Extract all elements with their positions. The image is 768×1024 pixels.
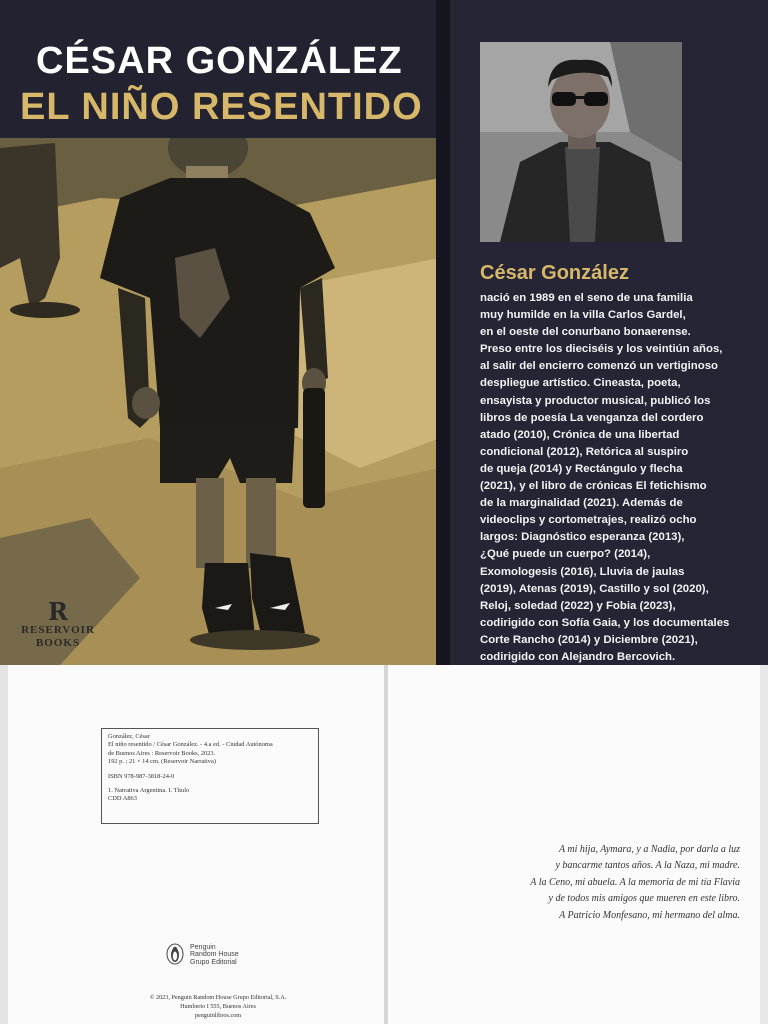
bio-line: al salir del encierro comenzó un vertiginoso bbox=[480, 360, 719, 373]
bio-line: videoclips y cortometrajes, realizó ocho bbox=[480, 514, 697, 527]
page-edge-left bbox=[0, 665, 8, 1024]
catalog-line: CDD A863 bbox=[108, 795, 137, 803]
bio-line: ensayista y productor musical, publicó los bbox=[480, 394, 711, 407]
catalog-isbn: ISBN 978-987-3818-24-0 bbox=[108, 772, 175, 780]
dedication-line: y bancarme tantos años. A la Naza, mi madre. bbox=[555, 860, 740, 872]
back-author-name: César González bbox=[480, 262, 629, 284]
bio-line: muy humilde en la villa Carlos Gardel, bbox=[480, 309, 686, 322]
dedication-line: A Patricio Monfesano, mi hermano del alma. bbox=[559, 909, 740, 921]
front-cover bbox=[0, 0, 440, 665]
back-cover bbox=[450, 0, 768, 665]
bio-line: nació en 1989 en el seno de una familia bbox=[480, 292, 693, 304]
copyright-line2: Humberto I 555, Buenos Aires bbox=[180, 1003, 256, 1010]
copyright-page bbox=[8, 665, 384, 1024]
bio-line: (2021), y el libro de crónicas El fetichismo bbox=[480, 480, 707, 493]
copyright-line1: © 2023, Penguin Random House Grupo Editorial, S.A. bbox=[149, 994, 287, 1001]
inner-pages-spread bbox=[0, 665, 768, 1024]
publisher-name-line2: BOOKS bbox=[35, 637, 81, 649]
bio-line: largos: Diagnóstico esperanza (2013), bbox=[480, 531, 685, 544]
bio-line: libros de poesía La venganza del cordero bbox=[480, 411, 704, 424]
penguin-icon bbox=[166, 943, 184, 965]
bio-line: atado (2010), Crónica de una libertad bbox=[480, 428, 680, 441]
imprint-line3: Grupo Editorial bbox=[190, 958, 237, 966]
bio-line: Exomologesis (2016), Lluvia de jaulas bbox=[480, 565, 685, 578]
bio-line: condicional (2012), Retórica al suspiro bbox=[480, 445, 689, 458]
book-spine bbox=[436, 0, 450, 665]
author-bio bbox=[480, 290, 762, 666]
bio-line: Corte Rancho (2014) y Diciembre (2021), bbox=[480, 633, 698, 646]
page-edge-right bbox=[760, 665, 768, 1024]
publisher-mark: R bbox=[48, 597, 68, 626]
cover-title-band bbox=[0, 0, 440, 138]
cover-photo-child bbox=[0, 138, 440, 665]
cover-book-title: EL NIÑO RESENTIDO bbox=[20, 86, 423, 128]
bio-line: de la marginalidad (2021). Además de bbox=[480, 497, 683, 510]
dedication-line: A la Ceno, mi abuela. A la memoria de mi tía Flavia bbox=[530, 876, 740, 888]
bio-line: Preso entre los dieciséis y los veintiún años, bbox=[480, 343, 723, 356]
bio-line: codirigido con Alejandro Bercovich. bbox=[480, 650, 676, 663]
dedication-line: A mi hija, Aymara, y a Nadia, por darla a luz bbox=[558, 844, 740, 855]
copyright-line3: penguinlibros.com bbox=[194, 1012, 242, 1019]
bio-line: en el oeste del conurbano bonaerense. bbox=[480, 326, 691, 339]
bio-line: Reloj, soledad (2022) y Fobia (2023), bbox=[480, 599, 676, 612]
imprint-line1: Penguin bbox=[190, 944, 216, 951]
bio-line: codirigido con Sofía Gaia, y los documentales bbox=[480, 616, 730, 629]
dedication-line: y de todos mis amigos que mueren en este libro. bbox=[548, 893, 740, 905]
cover-author-name: CÉSAR GONZÁLEZ bbox=[36, 40, 403, 82]
catalog-line: 1. Narrativa Argentina. I. Título bbox=[108, 787, 190, 795]
dedication-text bbox=[428, 842, 740, 924]
catalog-line: El niño resentido / César González. - 4.a ed. - Ciudad Autónoma bbox=[108, 741, 273, 749]
imprint-text bbox=[190, 944, 239, 966]
bio-line: ¿Qué puede un cuerpo? (2014), bbox=[480, 548, 651, 561]
catalog-record-box bbox=[101, 728, 319, 824]
author-photo bbox=[480, 42, 682, 242]
catalog-line: González, César bbox=[108, 733, 150, 740]
catalog-line: 192 p. ; 21 × 14 cm. (Reservoir Narrativa) bbox=[108, 758, 216, 766]
publisher-name-line1: RESERVOIR bbox=[21, 624, 95, 636]
author-portrait-illustration bbox=[480, 42, 682, 242]
copyright-notice bbox=[98, 993, 338, 1020]
publisher-logo bbox=[18, 597, 98, 650]
imprint-line2: Random House bbox=[190, 951, 239, 959]
dedication-page bbox=[388, 665, 760, 1024]
bio-line: de queja (2014) y Rectángulo y flecha bbox=[480, 462, 683, 475]
bio-line: (2019), Atenas (2019), Castillo y sol (2020), bbox=[480, 582, 709, 595]
cover-photo-illustration bbox=[0, 138, 440, 665]
catalog-line: de Buenos Aires : Reservoir Books, 2023. bbox=[108, 749, 216, 757]
bio-line: despliegue artístico. Cineasta, poeta, bbox=[480, 377, 681, 390]
